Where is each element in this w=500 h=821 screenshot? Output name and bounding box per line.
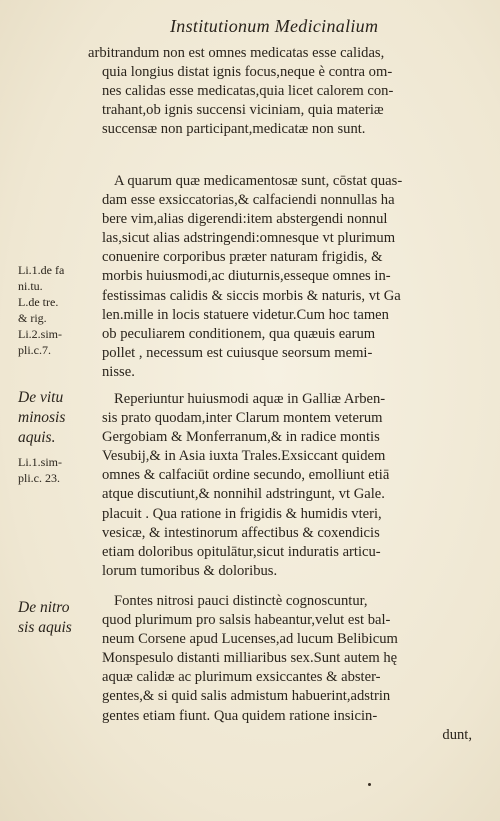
paragraph-nitrous-waters: [88, 592, 480, 745]
text-line: neum Corsene apud Lucenses,ad lucum Belibicum: [102, 631, 398, 648]
text-line: etiam doloribus opitulātur,sicut induratis articu-: [102, 543, 381, 560]
text-line: quia longius distat ignis focus,neque è contra om-: [102, 64, 393, 81]
margin-line: Li.2.sim-: [18, 327, 62, 341]
running-head: Institutionum Medicinalium: [170, 16, 379, 36]
text-line: pollet , necessum est cuiusque seorsum memi-: [102, 344, 373, 361]
margin-heading-nitrous: [18, 598, 88, 638]
margin-line: sis aquis: [18, 619, 72, 636]
ink-speck: [368, 783, 371, 786]
margin-line: Li.1.de fa: [18, 263, 65, 277]
text-line: trahant,ob ignis succensi viciniam, quia materiæ: [102, 102, 384, 119]
paragraph-medicinal-waters: [88, 172, 480, 382]
text-line: Reperiuntur huiusmodi aquæ in Galliæ Arben-: [114, 391, 386, 407]
text-line: vesicæ, & intestinorum affectibus & coxendicis: [102, 524, 380, 541]
margin-line: minosis: [18, 409, 66, 426]
margin-references-2: [18, 454, 86, 486]
paragraph-continuation: [88, 44, 480, 139]
margin-line: & rig.: [18, 311, 47, 325]
text-line: placuit . Qua ratione in frigidis & humidis vteri,: [102, 505, 382, 522]
text-line: dam esse exsiccatorias,& calfaciendi nonnullas ha: [102, 192, 395, 209]
text-line: aquæ calidæ ac plurimum exsiccantes & abster-: [102, 669, 381, 686]
text-line: sis prato quodam,inter Clarum montem veterum: [102, 410, 383, 427]
text-line: ob peculiarem conditionem, qua quæuis earum: [102, 325, 376, 342]
text-line: arbitrandum non est omnes medicatas esse calidas,: [88, 45, 385, 61]
text-line: len.mille in locis statuere videtur.Cum hoc tamen: [102, 306, 389, 323]
text-line: nes calidas esse medicatas,quia licet calorem con-: [102, 83, 394, 100]
text-line: quod plurimum pro salsis habeantur,velut est bal-: [102, 612, 391, 629]
margin-line: De vitu: [18, 389, 64, 406]
margin-heading-bituminous: [18, 388, 88, 448]
text-line: gentes,& si quid salis admistum habuerint,adstrin: [102, 688, 391, 705]
text-line: dunt,: [442, 726, 472, 743]
text-line: bere vim,alias digerendi:item abstergendi nonnul: [102, 211, 388, 228]
text-line: succensæ non participant,medicatæ non sunt.: [102, 121, 366, 138]
text-line: Gergobiam & Monferranum,& in radice montis: [102, 429, 380, 446]
text-line: festissimas calidis & siccis morbis & naturis, vt Ga: [102, 287, 401, 304]
margin-line: ni.tu.: [18, 279, 43, 293]
text-line: Monspesulo distanti milliaribus sex.Sunt autem hę: [102, 650, 398, 667]
margin-line: De nitro: [18, 599, 70, 616]
margin-line: pli.c. 23.: [18, 471, 60, 485]
margin-line: L.de tre.: [18, 295, 59, 309]
text-line: gentes etiam fiunt. Qua quidem ratione insicin-: [102, 707, 378, 724]
margin-references: [18, 262, 86, 358]
margin-line: Li.1.sim-: [18, 455, 62, 469]
text-line: atque discutiunt,& nonnihil adstringunt, vt Gale.: [102, 486, 385, 503]
text-line: las,sicut alias adstringendi:omnesque vt plurimum: [102, 230, 396, 247]
text-line: Fontes nitrosi pauci distinctè cognoscuntur,: [114, 593, 368, 609]
paragraph-bituminous-waters: [88, 390, 480, 581]
text-line: morbis huiusmodi,ac diuturnis,esseque omnes in-: [102, 268, 391, 285]
text-line: nisse.: [102, 363, 135, 380]
text-line: lorum tumoribus & doloribus.: [102, 562, 278, 579]
text-line: Vesubij,& in Asia iuxta Trales.Exsiccant quidem: [102, 448, 386, 465]
text-line: omnes & calfaciūt ordine secundo, emolliunt etiā: [102, 467, 390, 484]
text-line: conuenire corporibus præter naturam frigidis, &: [102, 249, 383, 266]
margin-line: aquis.: [18, 429, 56, 446]
margin-line: pli.c.7.: [18, 343, 51, 357]
text-line: A quarum quæ medicamentosæ sunt, cōstat quas-: [114, 173, 403, 189]
